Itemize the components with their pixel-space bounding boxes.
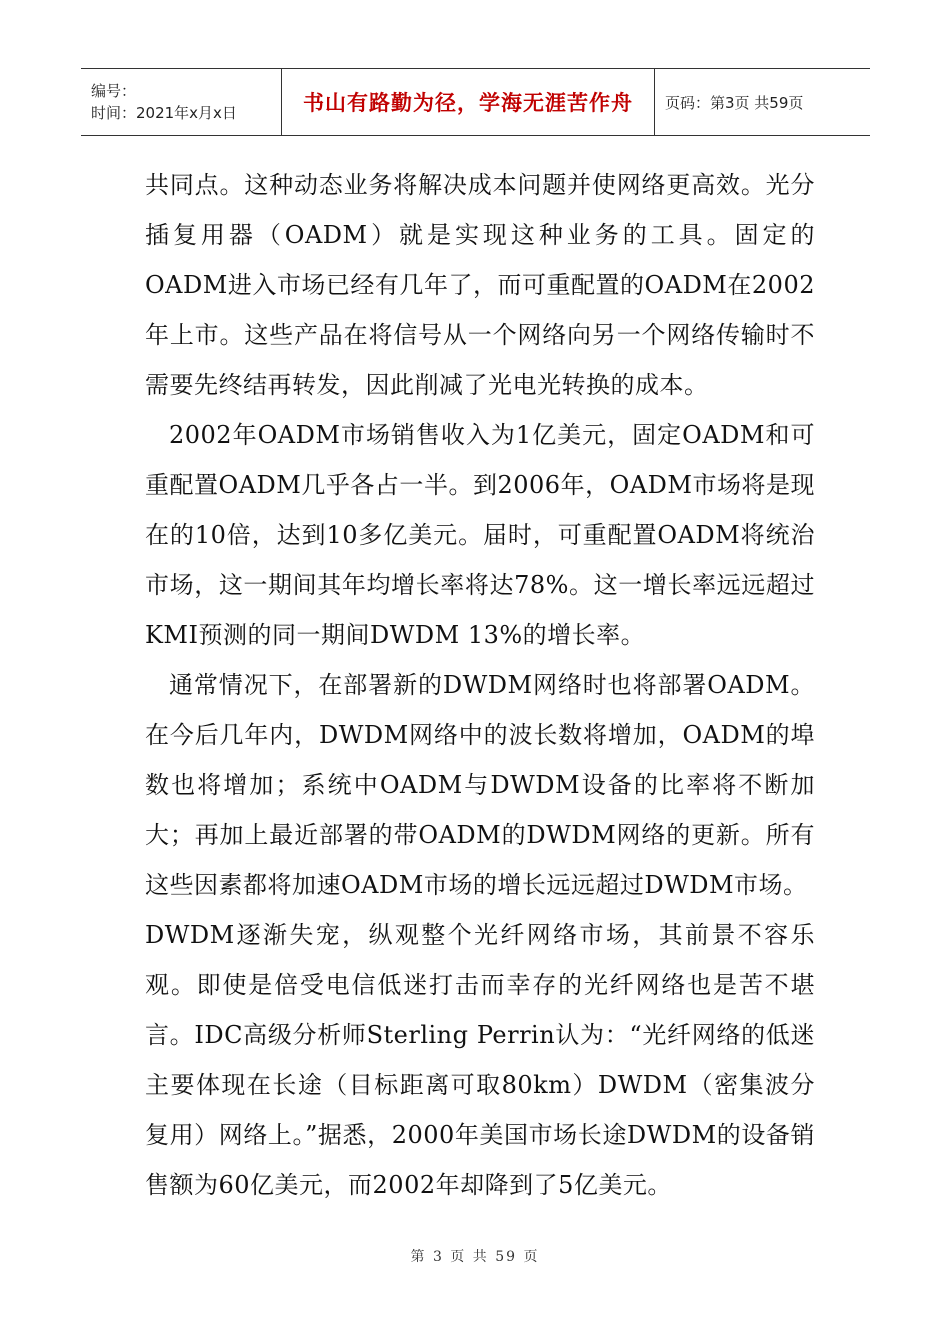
body-paragraph-3: 通常情况下，在部署新的DWDM网络时也将部署OADM。在今后几年内，DWDM网络中的波长数将增加，OADM的埠数也将增加；系统中OADM与DWDM设备的比率将不断加大；再加上最近部署的带OADM的DWDM网络的更新。所有这些因素都将加速OADM市场的增长远远超过DWDM市场。 bbox=[145, 671, 815, 899]
header-motto: 书山有路勤为径，学海无涯苦作舟 bbox=[282, 69, 655, 135]
body-paragraph-4: DWDM逐渐失宠，纵观整个光纤网络市场，其前景不容乐观。即使是倍受电信低迷打击而幸存的光纤网络也是苦不堪言。IDC高级分析师Sterling Perrin认为：“光纤网络的低迷主要体现在长途（目标距离可取80km）DWDM（密集波分复用）网络上。”据悉，2000年美国市场长途DWDM的设备销售额为60亿美元，而2002年却降到了5亿美元。 bbox=[145, 921, 815, 1199]
body-paragraph-1: 共同点。这种动态业务将解决成本问题并使网络更高效。光分插复用器（OADM）就是实现这种业务的工具。固定的OADM进入市场已经有几年了，而可重配置的OADM在2002年上市。这些产品在将信号从一个网络向另一个网络传输时不需要先终结再转发，因此削减了光电光转换的成本。 bbox=[145, 171, 815, 399]
header-number-label: 编号： bbox=[91, 82, 137, 100]
page-footer: 第 3 页 共 59 页 bbox=[410, 1249, 540, 1265]
header-page-info: 页码：第3页 共59页 bbox=[665, 93, 804, 112]
page-header bbox=[81, 68, 870, 136]
body-paragraph-2: 2002年OADM市场销售收入为1亿美元，固定OADM和可重配置OADM几乎各占一半。到2006年，OADM市场将是现在的10倍，达到10多亿美元。届时，可重配置OADM将统治市场，这一期间其年均增长率将达78%。这一增长率远远超过KMI预测的同一期间DWDM 13%的增长率。 bbox=[145, 421, 815, 649]
document-body bbox=[145, 160, 815, 1210]
header-meta bbox=[81, 69, 282, 135]
header-date-label: 时间：2021年x月x日 bbox=[91, 104, 237, 122]
